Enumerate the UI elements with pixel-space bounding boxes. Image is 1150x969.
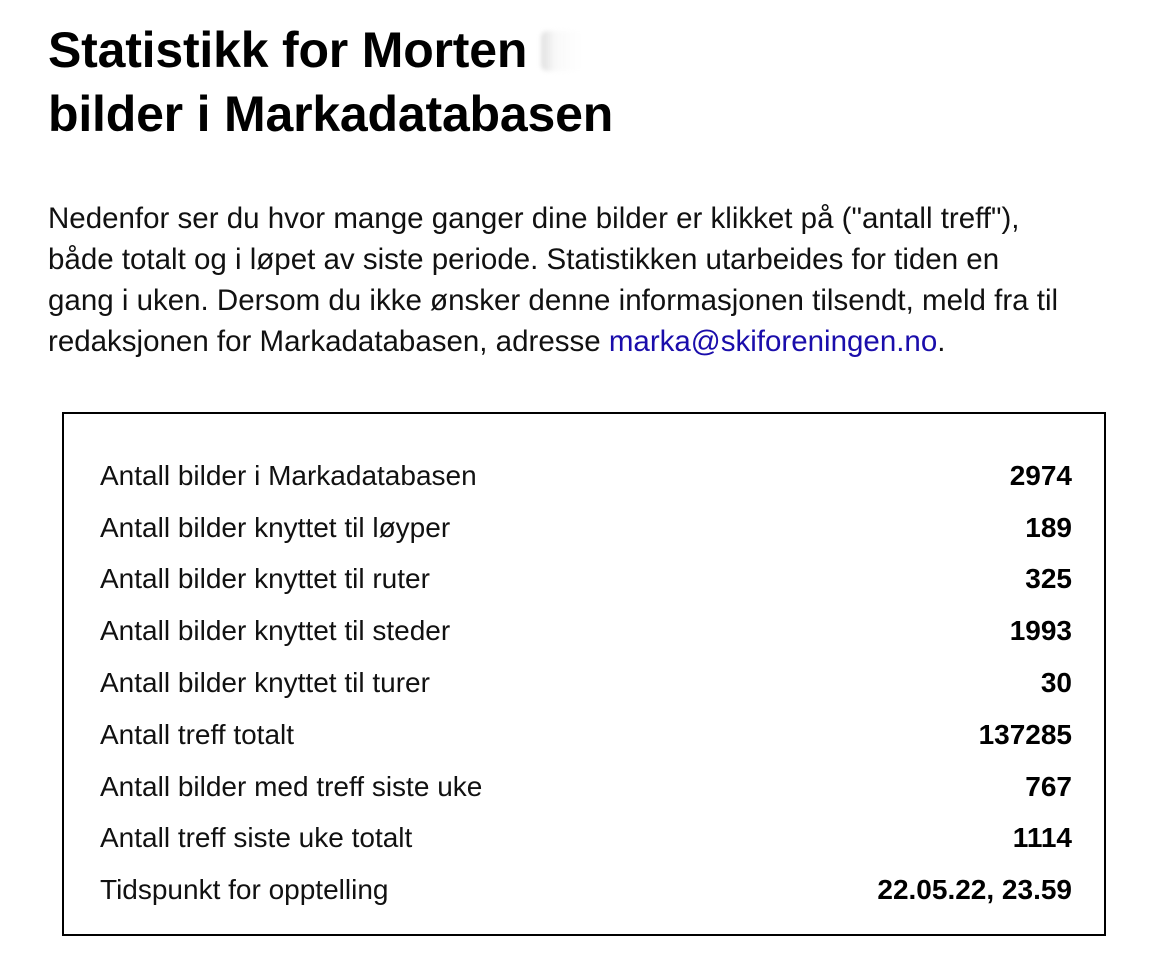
table-row: [100, 813, 1072, 865]
table-row: [100, 502, 1072, 554]
stat-value: 1993: [1009, 615, 1072, 647]
page-title: [48, 18, 1118, 146]
table-row: [100, 761, 1072, 813]
stat-value: 30: [1040, 667, 1072, 699]
stat-value: 1114: [1012, 822, 1072, 854]
redacted-name: [541, 31, 821, 71]
page: [48, 18, 1118, 362]
intro-end: .: [937, 325, 946, 358]
email-link[interactable]: marka@skiforeningen.no: [608, 325, 938, 358]
stat-value: 767: [1025, 770, 1072, 802]
stats-table: [100, 450, 1072, 916]
stats-box: [62, 412, 1106, 936]
stat-label: Antall bilder med treff siste uke: [100, 770, 483, 802]
stat-label: Antall bilder i Markadatabasen: [100, 459, 477, 491]
stat-value: 189: [1025, 511, 1072, 543]
title-line-1: [48, 18, 1118, 82]
stat-value: 2974: [1009, 459, 1072, 491]
stat-label: Antall bilder knyttet til ruter: [100, 563, 430, 595]
stat-label: Tidspunkt for opptelling: [100, 874, 389, 906]
stat-label: Antall bilder knyttet til løyper: [100, 511, 451, 543]
table-row: [100, 657, 1072, 709]
stat-value: 22.05.22, 23.59: [877, 874, 1072, 906]
title-text-1: Statistikk for Morten: [48, 22, 528, 78]
table-row: [100, 709, 1072, 761]
title-line-2: bilder i Markadatabasen: [48, 86, 614, 142]
stat-value: 325: [1025, 563, 1072, 595]
stat-label: Antall treff totalt: [100, 718, 295, 750]
intro-text: Nedenfor ser du hvor mange ganger dine bilder er klikket på ("antall treff"), både totalt og i løpet av siste periode. Statistikken utarbeides for tiden en gang i uken. Dersom du ikke ønsker denne informasjonen tilsendt, meld fra til redaksjonen for Markadatabasen, adresse: [48, 202, 1059, 358]
stat-label: Antall bilder knyttet til turer: [100, 667, 430, 699]
table-row: [100, 605, 1072, 657]
intro-paragraph: [48, 198, 1068, 362]
stat-label: Antall treff siste uke totalt: [100, 822, 413, 854]
stat-value: 137285: [978, 718, 1072, 750]
stat-label: Antall bilder knyttet til steder: [100, 615, 451, 647]
table-row: [100, 450, 1072, 502]
table-row: [100, 864, 1072, 916]
table-row: [100, 554, 1072, 606]
